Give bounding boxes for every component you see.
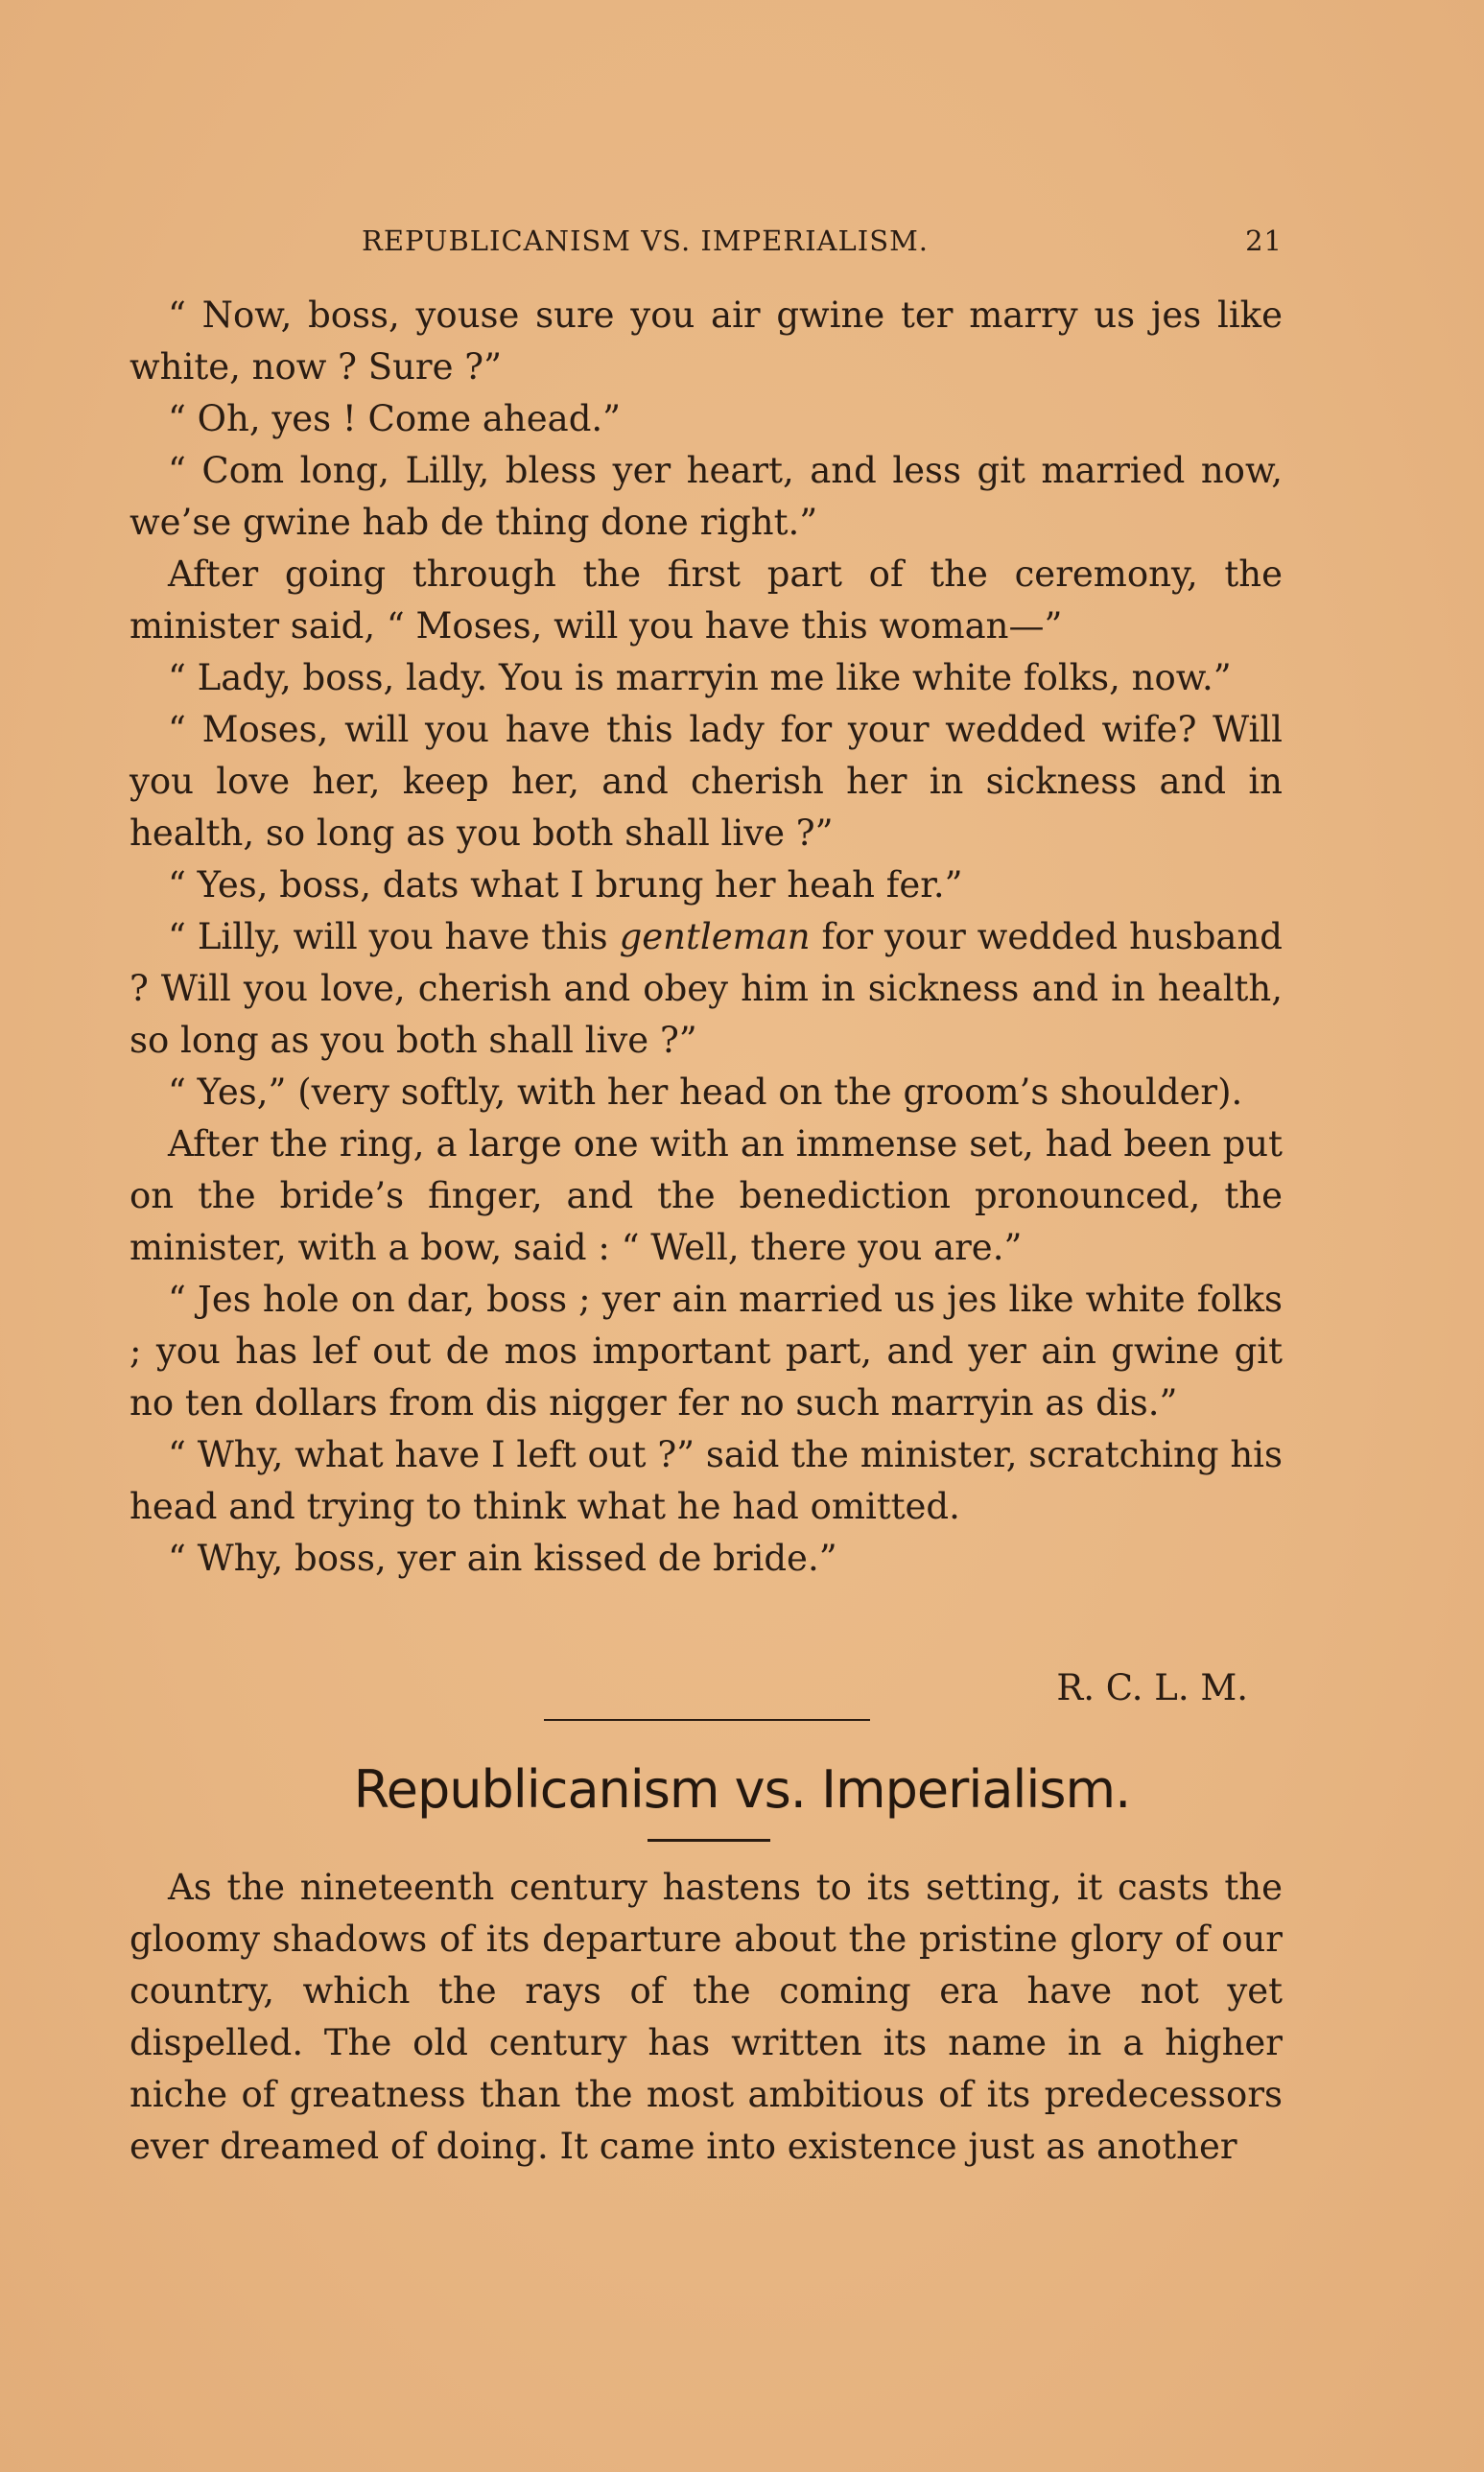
paragraph: “ Why, what have I left out ?” said the minister, scratching his head and trying to think what he had omitted.	[130, 1434, 1283, 1527]
paragraph: “ Jes hole on dar, boss ; yer ain married us jes like white folks ; you has lef out de mos important part, and yer ain gwine git no ten dollars from dis nigger fer no such marryin as dis.”	[130, 1279, 1283, 1424]
paragraph-lilly	[130, 911, 1283, 1067]
italic-gentleman: gentleman	[619, 916, 811, 957]
divider-rule	[544, 1719, 870, 1721]
paragraph: “ Yes, boss, dats what I brung her heah fer.”	[168, 864, 963, 906]
essay-text	[130, 1862, 1283, 2173]
paragraph: “ Why, boss, yer ain kissed de bride.”	[168, 1538, 837, 1579]
lilly-text-before: “ Lilly, will you have this	[168, 916, 620, 957]
paragraph: “ Yes,” (very softly, with her head on the groom’s shoulder).	[168, 1071, 1243, 1113]
author-signature: R. C. L. M.	[1056, 1667, 1248, 1708]
paragraph: After the ring, a large one with an immense set, had been put on the bride’s finger, and the benediction pronounced, the minister, with a bow, said : “ Well, there you are.”	[130, 1123, 1283, 1268]
running-head	[130, 224, 1283, 263]
paragraph: “ Now, boss, youse sure you air gwine ter marry us jes like white, now ? Sure ?”	[130, 294, 1283, 388]
running-head-title: REPUBLICANISM VS. IMPERIALISM.	[362, 224, 929, 257]
page-number: 21	[1245, 224, 1283, 257]
paragraph: After going through the first part of the ceremony, the minister said, “ Moses, will you have this woman—”	[130, 553, 1283, 647]
paragraph: “ Lady, boss, lady. You is marryin me like white folks, now.”	[168, 657, 1232, 698]
paragraph: “ Moses, will you have this lady for your wedded wife? Will you love her, keep her, and cherish her in sickness and in health, so long as you both shall live ?”	[130, 709, 1283, 854]
paragraph: “ Com long, Lilly, bless yer heart, and less git married now, we’se gwine hab de thing done right.”	[130, 450, 1283, 543]
lilly-text-after: for your wedded husband ? Will you love, cherish and obey him in sickness and in health, so long as you both shall live ?”	[130, 916, 1283, 1061]
paragraph: “ Oh, yes ! Come ahead.”	[168, 398, 622, 439]
title-underline-rule	[648, 1839, 770, 1842]
paragraph: As the nineteenth century hastens to its setting, it casts the gloomy shadows of its departure about the pristine glory of our country, which the rays of the coming era have not yet dispelled. The old century has written its name in a higher niche of greatness than the most ambitious of its predecessors ever dreamed of doing. It came into existence just as another	[130, 1867, 1283, 2167]
story-text	[130, 290, 1283, 1585]
section-title: Republicanism vs. Imperialism.	[353, 1759, 1131, 1820]
